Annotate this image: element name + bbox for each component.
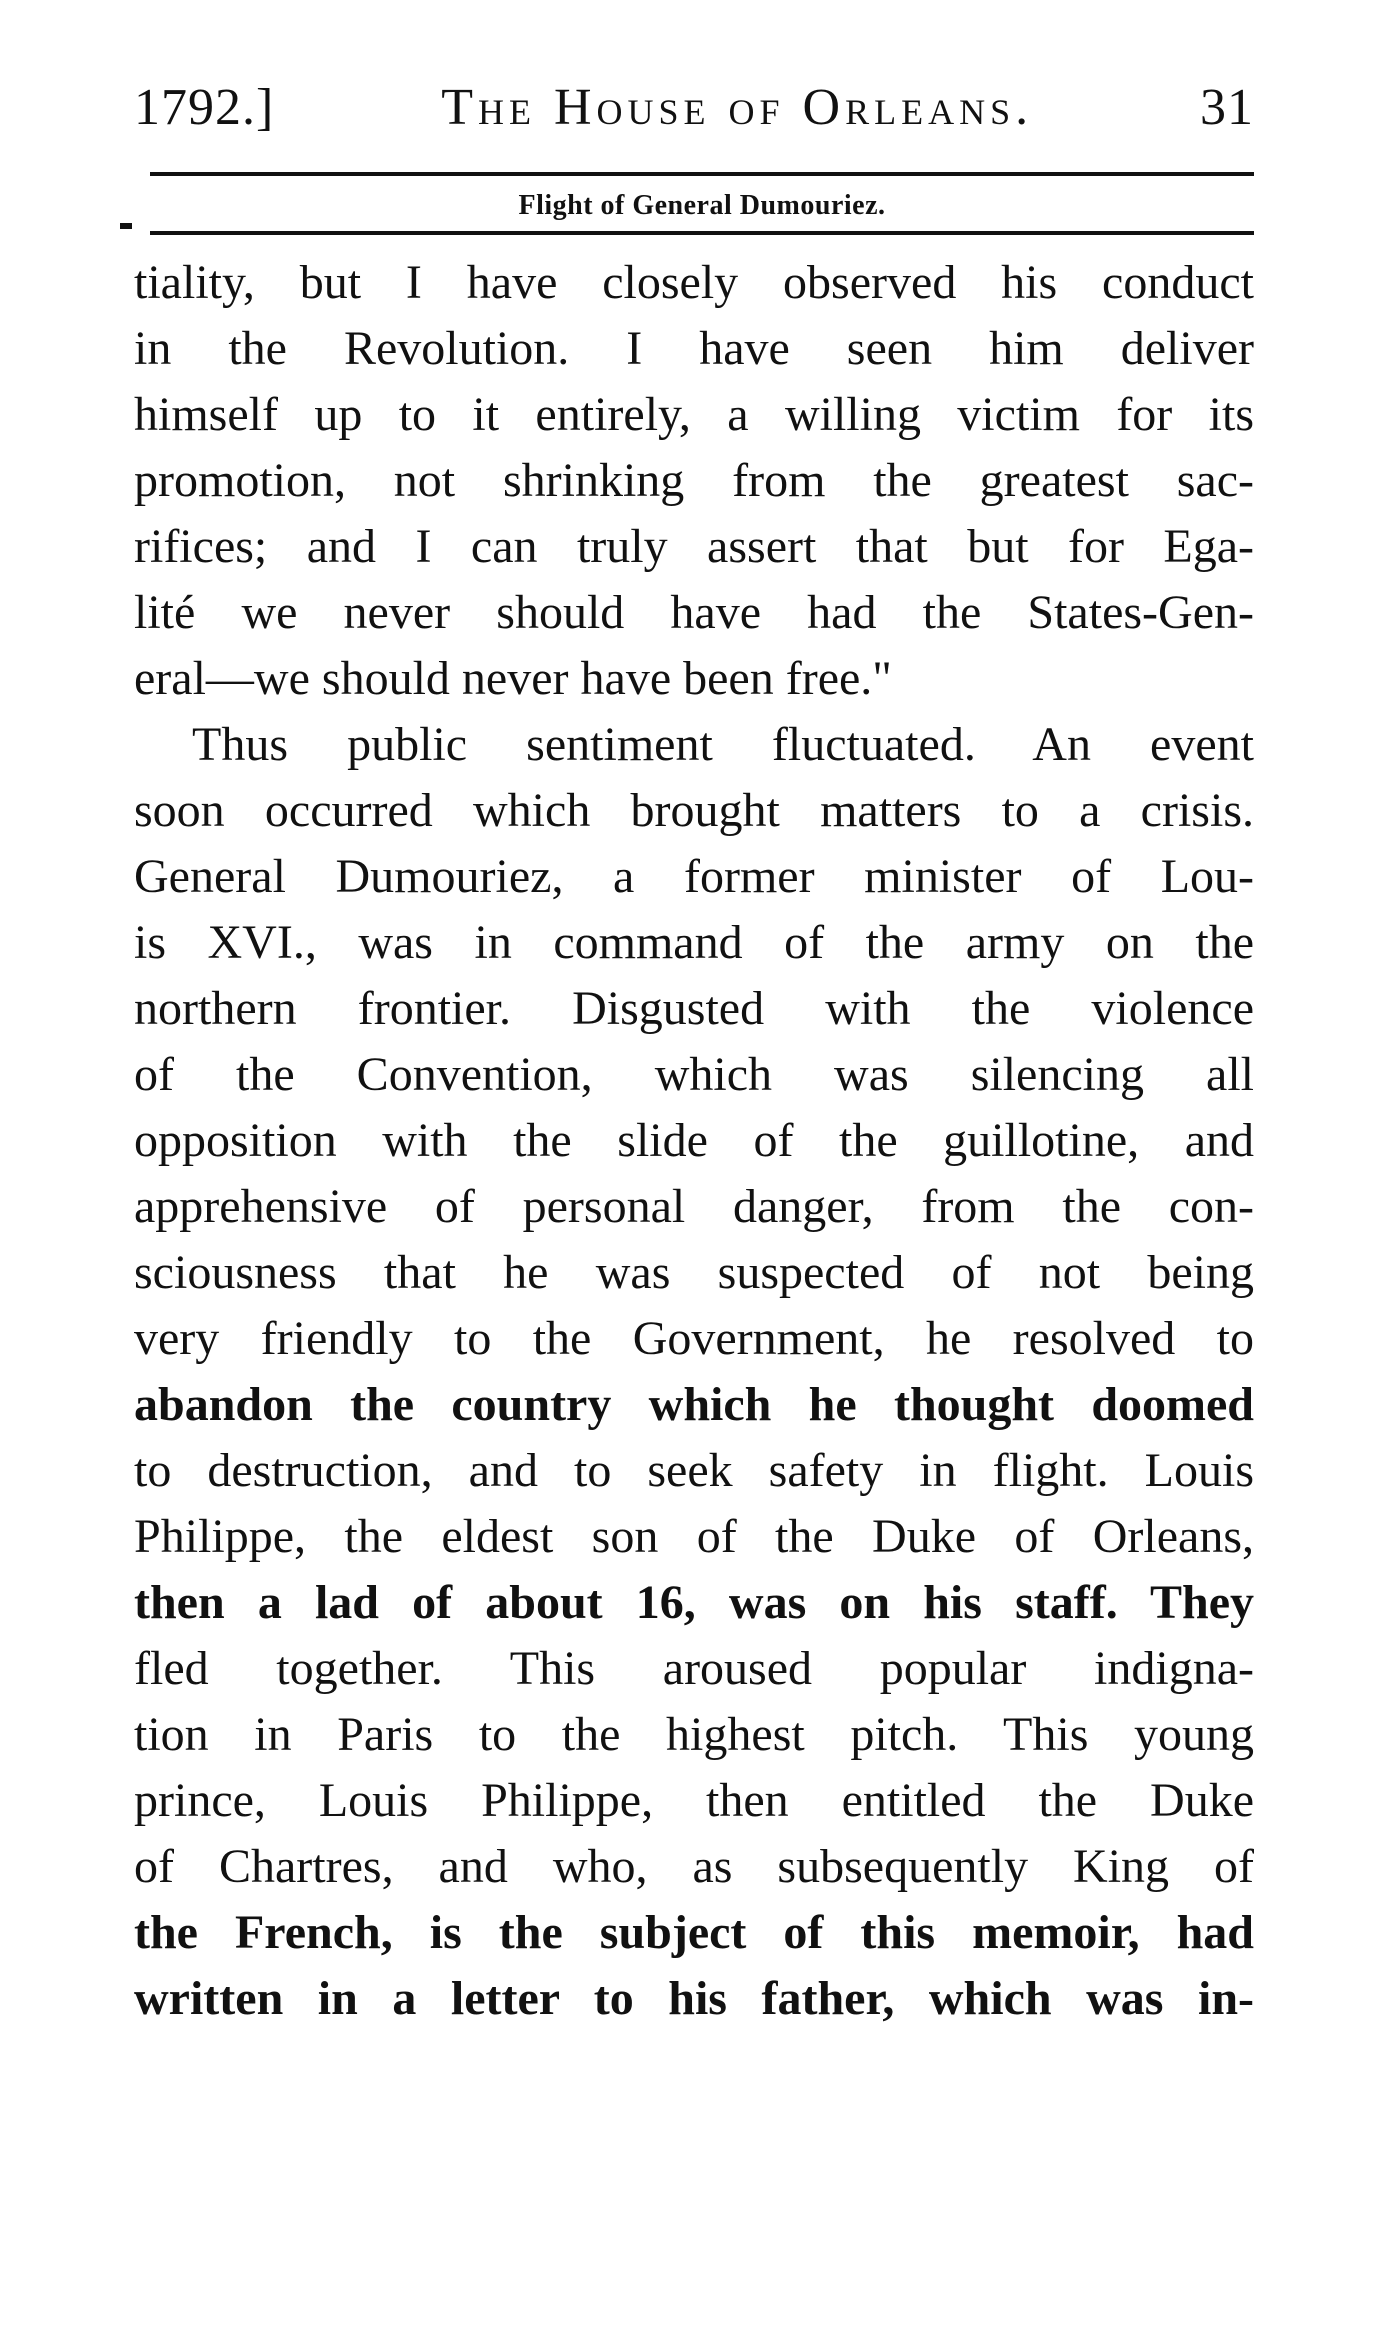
text-line: to destruction, and to seek safety in flight. Louis [134,1444,1254,1497]
text-line: the French, is the subject of this memoir, had [134,1906,1254,1959]
text-line: lité we never should have had the States-Gen- [134,586,1254,639]
text-line: promotion, not shrinking from the greatest sac- [134,454,1254,507]
text-line: fled together. This aroused popular indigna- [134,1642,1254,1695]
text-line: prince, Louis Philippe, then entitled the Duke [134,1774,1254,1827]
text-line: written in a letter to his father, which was in- [134,1972,1254,2025]
text-line: eral—we should never have been free." [134,652,892,705]
text-line: tiality, but I have closely observed his conduct [134,256,1254,309]
text-line: soon occurred which brought matters to a crisis. [134,784,1254,837]
section-subheading: Flight of General Dumouriez. [518,190,886,221]
text-line: abandon the country which he thought doomed [134,1378,1254,1431]
running-head-year: 1792.] [134,79,275,136]
text-line: Philippe, the eldest son of the Duke of Orleans, [134,1510,1254,1563]
text-line: northern frontier. Disgusted with the violence [134,982,1254,1035]
rule-mark [120,223,132,229]
running-head [134,78,1254,148]
text-line: apprehensive of personal danger, from the con- [134,1180,1254,1233]
text-line: of Chartres, and who, as subsequently King of [134,1840,1254,1893]
text-line: sciousness that he was suspected of not being [134,1246,1254,1299]
text-line: of the Convention, which was silencing all [134,1048,1254,1101]
page-number: 31 [1199,79,1254,136]
text-line: in the Revolution. I have seen him deliver [134,322,1254,375]
text-line: Thus public sentiment fluctuated. An event [192,718,1254,771]
text-line: rifices; and I can truly assert that but for Ega- [134,520,1254,573]
text-line: is XVI., was in command of the army on the [134,916,1254,969]
header-rule-bottom [150,231,1254,235]
text-line: General Dumouriez, a former minister of Lou- [134,850,1254,903]
running-head-title: The House of Orleans. [441,79,1034,136]
text-line: very friendly to the Government, he resolved to [134,1312,1254,1365]
text-line: opposition with the slide of the guillotine, and [134,1114,1254,1167]
text-line: tion in Paris to the highest pitch. This young [134,1708,1254,1761]
body-text [134,250,1254,2032]
header-rule-top [150,172,1254,176]
text-line: himself up to it entirely, a willing victim for its [134,388,1254,441]
text-line: then a lad of about 16, was on his staff. They [134,1576,1254,1629]
